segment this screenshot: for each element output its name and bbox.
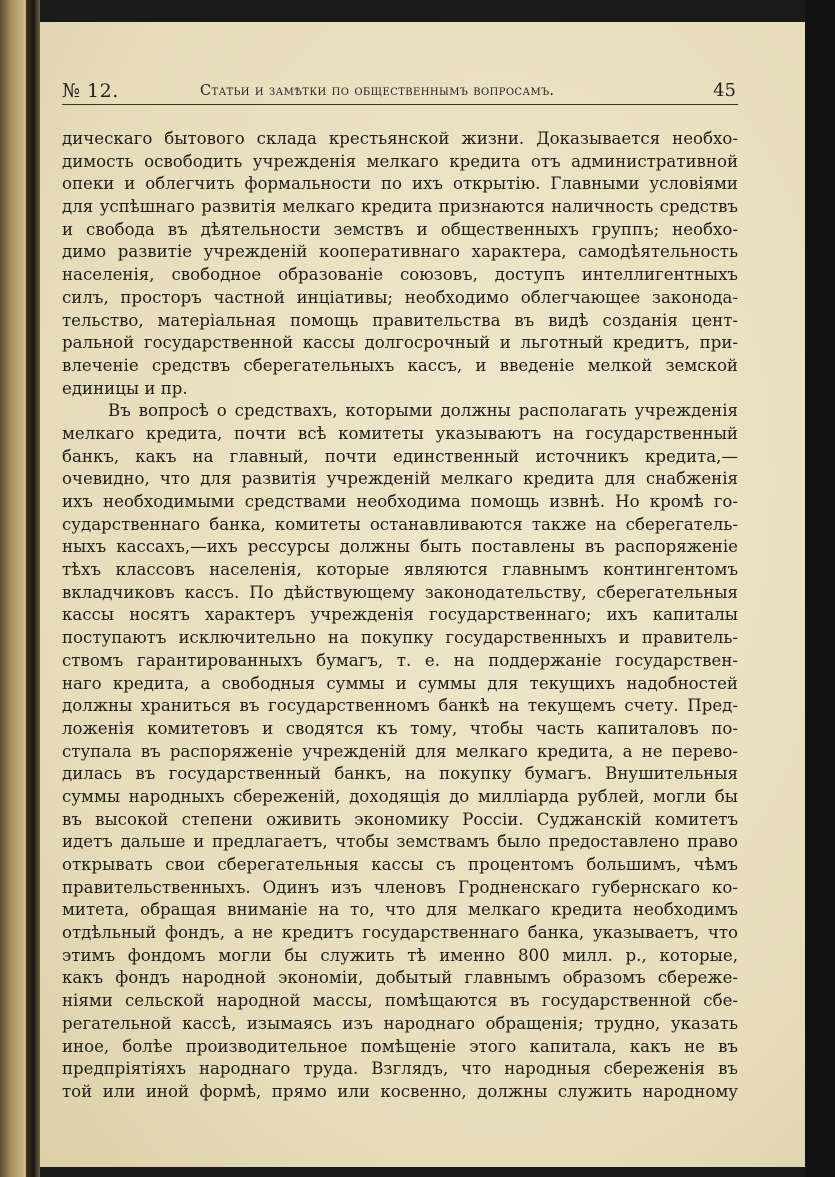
text-line: единицы и пр. (62, 378, 188, 398)
text-line: димость освободить учрежденія мелкаго кредита отъ административной (62, 151, 738, 171)
text-line: кассы носятъ характеръ учрежденія государственнаго; ихъ капиталы (62, 605, 738, 625)
text-line: тельство, матеріальная помощь правительства въ видѣ созданія цент- (62, 310, 738, 330)
text-line: дическаго бытового склада крестьянской жизни. Доказывается необхо- (62, 129, 738, 148)
text-line: ствомъ гарантированныхъ бумагъ, т. е. на поддержаніе государствен- (62, 650, 738, 670)
issue-number: № 12. (62, 80, 119, 102)
text-line: идетъ дальше и предлагаетъ, чтобы земствамъ было предоставлено право (62, 832, 738, 852)
text-line: регательной кассѣ, изымаясь изъ народнаго обращенія; трудно, указать (62, 1013, 738, 1033)
text-line: ральной государственной кассы долгосрочный и льготный кредитъ, при- (62, 333, 738, 353)
text-line: ихъ необходимыми средствами необходима помощь извнѣ. Но кромѣ го- (62, 492, 738, 511)
running-header (62, 80, 738, 105)
text-line: наго кредита, а свободныя суммы и суммы для текущихъ надобностей (62, 673, 738, 693)
section-title: Статьи и замѣтки по общественнымъ вопросамъ. (200, 83, 555, 99)
text-line: тѣхъ классовъ населенія, которые являются главнымъ контингентомъ (62, 560, 738, 580)
text-line: той или иной формѣ, прямо или косвенно, должны служить народному (62, 1081, 738, 1101)
text-line: ніями сельской народной массы, помѣщаются въ государственной сбе- (62, 991, 738, 1011)
text-line: суммы народныхъ сбереженій, доходящія до милліарда рублей, могли бы (62, 786, 738, 806)
text-line: какъ фондъ народной экономіи, добытый главнымъ образомъ сбереже- (62, 968, 738, 988)
text-line: для успѣшнаго развитія мелкаго кредита признаются наличность средствъ (62, 197, 738, 217)
text-line: вкладчиковъ кассъ. По дѣйствующему законодательству, сберегательныя (62, 582, 738, 602)
paragraph (62, 128, 738, 400)
text-line: Въ вопросѣ о средствахъ, которыми должны располагать учрежденія (108, 401, 738, 421)
book-gutter (26, 0, 40, 1177)
text-line: димо развитіе учрежденій кооперативнаго характера, самодѣятельность (62, 242, 738, 262)
text-line: должны храниться въ государственномъ банкѣ на текущемъ счету. Пред- (62, 696, 738, 716)
text-line: этимъ фондомъ могли бы служить тѣ именно 800 милл. р., которые, (62, 945, 738, 965)
text-line: дилась въ государственный банкъ, на покупку бумагъ. Внушительныя (62, 764, 738, 784)
text-line: мелкаго кредита, почти всѣ комитеты указываютъ на государственный (62, 423, 738, 443)
text-line: банкъ, какъ на главный, почти единственный источникъ кредита,— (62, 446, 738, 466)
article-body (62, 128, 738, 1104)
text-line: иное, болѣе производительное помѣщеніе этого капитала, какъ не въ (62, 1036, 738, 1056)
text-line: ныхъ кассахъ,—ихъ рессурсы должны быть поставлены въ распоряженіе (62, 537, 738, 557)
facing-page-edge (0, 0, 26, 1177)
text-line: поступаютъ исключительно на покупку государственныхъ и правитель- (62, 628, 738, 648)
paragraph (62, 400, 738, 1103)
text-line: опеки и облегчить формальности по ихъ открытію. Главными условіями (62, 174, 738, 194)
text-line: населенія, свободное образованіе союзовъ, доступъ интеллигентныхъ (62, 265, 738, 285)
text-line: и свобода въ дѣятельности земствъ и общественныхъ группъ; необхо- (62, 219, 738, 239)
text-line: ступала въ распоряженіе учрежденій для мелкаго кредита, а не перево- (62, 741, 738, 761)
text-line: силъ, просторъ частной инціативы; необходимо облегчающее законода- (62, 287, 738, 307)
text-line: предпріятіяхъ народнаго труда. Взглядъ, что народныя сбереженія въ (62, 1059, 738, 1079)
text-line: въ высокой степени оживить экономику Россіи. Суджанскій комитетъ (62, 809, 738, 829)
text-line: ложенія комитетовъ и сводятся къ тому, чтобы часть капиталовъ по- (62, 718, 738, 738)
text-line: отдѣльный фондъ, а не кредитъ государственнаго банка, указываетъ, что (62, 923, 738, 943)
text-line: митета, обращая вниманіе на то, что для мелкаго кредита необходимъ (62, 900, 738, 920)
text-line: открывать свои сберегательныя кассы съ процентомъ большимъ, чѣмъ (62, 855, 738, 874)
text-line: очевидно, что для развитія учрежденій мелкаго кредита для снабженія (62, 469, 738, 489)
text-line: правительственныхъ. Одинъ изъ членовъ Гродненскаго губернскаго ко- (62, 877, 738, 897)
page-number: 45 (713, 80, 736, 101)
text-line: сударственнаго банка, комитеты останавливаются также на сберегатель- (62, 514, 738, 534)
text-line: влеченіе средствъ сберегательныхъ кассъ, и введеніе мелкой земской (62, 355, 738, 375)
scan-border (805, 0, 835, 1177)
